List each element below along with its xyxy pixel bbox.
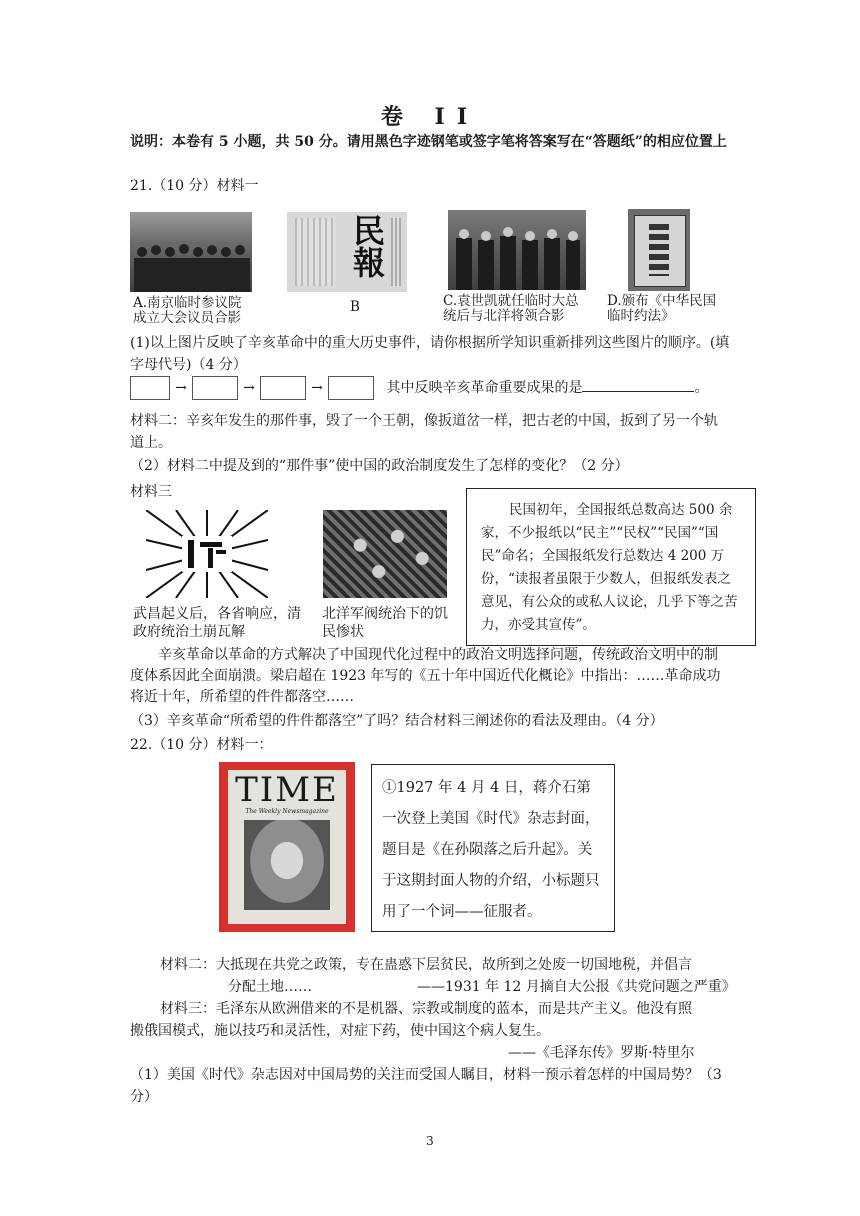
caption-a: A.南京临时参议院成立大会议员合影 <box>133 295 242 326</box>
time-logo: TIME <box>235 770 339 810</box>
q22-material-1-textbox <box>371 764 615 932</box>
q22-question-1: （1）美国《时代》杂志因对中国局势的关注而受国人瞩目，材料一预示着怎样的中国局势？（3 分） <box>130 1067 722 1105</box>
q21-question-3: （3）辛亥革命“所希望的件件都落空”了吗？结合材料三阐述你的看法及理由。（4 分） <box>130 713 664 729</box>
caption-b: B <box>350 299 360 315</box>
q22-material-1-text: ①1927 年 4 月 4 日，蒋介石第一次登上美国《时代》杂志封面，题目是《在孙陨落之后升起》。关于这期封面人物的介绍，小标题只用了一个词——征服者。 <box>382 780 600 920</box>
q21-q1-end: 。 <box>694 380 709 396</box>
material-3-textbox <box>466 488 756 646</box>
page-number: 3 <box>426 1134 434 1148</box>
arrow-2: → <box>243 380 255 396</box>
q22-header: 22.（10 分）材料一： <box>130 737 273 753</box>
answer-box-4[interactable] <box>328 376 374 400</box>
minbao-title: 民報 <box>348 214 386 278</box>
q21-q1-tail: 其中反映辛亥革命重要成果的是 <box>386 380 583 396</box>
q21-question-1: (1)以上图片反映了辛亥革命中的重大历史事件，请你根据所学知识重新排列这些图片的顺序。(填字母代号)（4 分） <box>130 335 730 373</box>
time-subtitle: The Weekly Newsmagazine <box>245 808 329 815</box>
officers-figures <box>448 210 586 290</box>
q22-material-2: 材料二：大抵现在共党之政策，专在蛊惑下层贫民，故所到之处废一切国地税，并倡言 <box>160 957 692 973</box>
photo-provisional-constitution <box>628 209 690 291</box>
group-photo-figures <box>130 212 252 292</box>
material-3-box-text: 民国初年，全国报纸总数高达 500 余家，不少报纸以“民主”“民权”“民国”“国民”命名；全国报纸发行总数达 4 200 万份，“读报者虽限于少数人，但报纸发表之意见，有公众的或私人议论，几乎下等之苦力，亦受其宣传”。 <box>481 502 738 633</box>
cover-portrait <box>244 820 330 910</box>
caption-famine: 北洋军阀统治下的饥民惨状 <box>322 606 448 640</box>
q21-header: 21.（10 分）材料一 <box>130 178 259 194</box>
instructions: 说明：本卷有 5 小题，共 50 分。请用黑色字迹钢笔或签字笔将答案写在“答题纸”的相应位置上 <box>130 134 727 150</box>
answer-box-3[interactable] <box>260 376 306 400</box>
answer-underline[interactable] <box>582 377 694 392</box>
caption-wuchang: 武昌起义后，各省响应，清政府统治土崩瓦解 <box>133 606 301 640</box>
arrow-3: → <box>311 380 323 396</box>
q21-material-3-header: 材料三 <box>130 484 172 500</box>
q21-material-2: 材料二：辛亥年发生的那件事，毁了一个王朝，像扳道岔一样，把古老的中国，扳到了另一个轨道上。 <box>130 413 718 451</box>
burst-illustration <box>146 510 268 598</box>
photo-yuan-shikai <box>448 210 586 290</box>
q21-question-2: （2）材料二中提及到的“那件事”使中国的政治制度发生了怎样的变化？（2 分） <box>130 458 629 474</box>
q22-material-2-cont: 分配土地…… <box>228 979 312 995</box>
q22-material-3: 材料三：毛泽东从欧洲借来的不是机器、宗教或制度的蓝本，而是共产主义。他没有照 <box>160 1001 692 1017</box>
answer-box-2[interactable] <box>192 376 238 400</box>
q22-material-3-cont: 搬俄国模式，施以技巧和灵活性，对症下药，使中国这个病人复生。 <box>130 1023 550 1039</box>
time-magazine-cover <box>219 762 355 932</box>
caption-d: D.颁布《中华民国临时约法》 <box>607 293 717 324</box>
photo-minbao <box>287 212 407 292</box>
image-wuchang-uprising <box>146 510 268 598</box>
section-title: 卷 II <box>380 104 480 130</box>
answer-box-1[interactable] <box>130 376 170 400</box>
answer-order-row <box>130 376 730 400</box>
arrow-1: → <box>175 380 187 396</box>
caption-c: C.袁世凯就任临时大总统后与北洋将领合影 <box>443 293 579 324</box>
q21-paragraph: 辛亥革命以革命的方式解决了中国现代化过程中的政治文明选择问题，传统政治文明中的制度体系因此全面崩溃。梁启超在 1923 年写的《五十年中国近代化概论》中指出：……革命成功将近十年，所希望的件件都落空…… <box>130 647 721 705</box>
photo-famine-victims <box>323 510 447 598</box>
q22-material-2-source: ——1931 年 12 月摘自大公报《共党问题之严重》 <box>417 979 736 995</box>
photo-nanjing-senate <box>130 212 252 292</box>
q22-material-3-source: ——《毛泽东传》罗斯·特里尔 <box>508 1045 695 1061</box>
